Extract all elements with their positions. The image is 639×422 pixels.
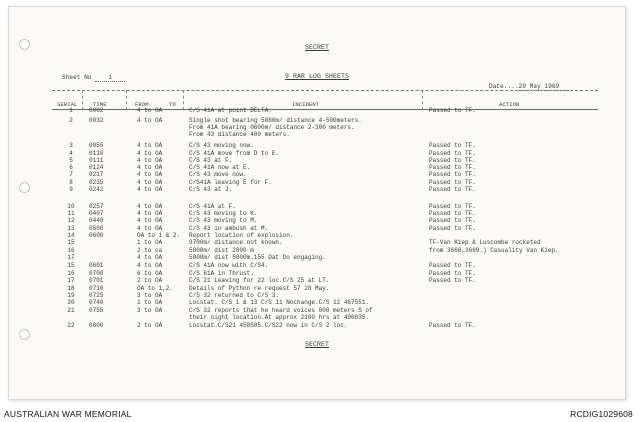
from-to-cell: 4 to OA	[137, 179, 163, 186]
time-cell: 0257	[89, 203, 104, 210]
header-time: TIME	[93, 101, 107, 108]
time-cell: 0701	[89, 277, 104, 284]
action-cell: Passed to TF.	[429, 107, 476, 114]
incident-cell	[189, 150, 279, 157]
serial-cell: 17	[67, 254, 75, 261]
from-to-cell: 4 to OA	[137, 186, 163, 193]
action-cell: Passed to TF.	[429, 171, 476, 178]
incident-line: C/S 32 reports that he heard voices 800 meters S of	[189, 307, 373, 314]
classification-top: SECRET	[304, 44, 329, 51]
incident-cell	[189, 117, 362, 138]
incident-line: C/S 41A now with C/S4.	[189, 262, 269, 269]
incident-line: C/S 21 Leaving for 22 loc.C/S 25 at LT.	[189, 277, 330, 284]
from-to-cell: OA to 1 & 2.	[137, 232, 181, 239]
serial-cell: 16	[67, 247, 75, 254]
incident-cell	[189, 157, 232, 164]
log-row	[9, 186, 625, 194]
serial-cell: 3	[69, 142, 73, 149]
serial-cell: 5	[69, 157, 73, 164]
serial-cell: 1	[69, 107, 73, 114]
incident-cell	[189, 285, 329, 292]
serial-cell: 11	[67, 210, 75, 217]
action-cell: Passed to TF.	[429, 157, 476, 164]
serial-cell: 19	[67, 292, 75, 299]
incident-line: C/S 43 move now.	[189, 171, 247, 178]
serial-cell: 4	[69, 150, 73, 157]
from-to-cell: 4 to OA	[137, 217, 163, 224]
incident-cell	[189, 107, 272, 114]
incident-cell	[189, 142, 254, 149]
incident-cell	[189, 239, 283, 246]
time-cell: 0600	[89, 232, 104, 239]
header-incident: INCIDENT	[292, 101, 320, 108]
incident-line: C/S 32 returned to C/S 3.	[189, 292, 280, 299]
incident-cell	[189, 322, 347, 329]
serial-cell: 7	[69, 171, 73, 178]
time-cell: 0111	[89, 157, 104, 164]
incident-cell	[189, 292, 279, 299]
serial-cell: 21	[67, 307, 75, 314]
serial-cell: 8	[69, 179, 73, 186]
log-row	[9, 254, 625, 262]
action-cell: Passed to TF.	[429, 150, 476, 157]
from-to-cell: 4 to OA	[137, 225, 163, 232]
action-cell: Passed to TF.	[429, 322, 476, 329]
incident-cell	[189, 247, 254, 254]
from-to-cell: 3 to OA	[137, 292, 163, 299]
log-row	[9, 107, 625, 115]
footer-institution: AUSTRALIAN WAR MEMORIAL	[4, 409, 132, 419]
incident-cell	[189, 299, 369, 306]
incident-line: From 41A bearing 0600m/ distance 2-300 meters.	[189, 124, 355, 131]
from-to-cell: 4 to OA	[137, 164, 163, 171]
incident-line: From 43 distance 400 meters.	[189, 131, 290, 138]
incident-cell	[189, 270, 254, 277]
serial-cell: 17	[67, 277, 75, 284]
incident-line: C/S 41A at F.	[189, 203, 236, 210]
time-cell: 0601	[89, 262, 104, 269]
from-to-cell: 4 to OA	[137, 157, 163, 164]
time-cell: 0500	[89, 225, 104, 232]
action-cell: Passed to TF.	[429, 270, 476, 277]
incident-cell	[189, 307, 373, 321]
serial-cell: 2	[69, 117, 73, 124]
log-row	[9, 239, 625, 247]
action-cell: Passed to TF.	[429, 179, 476, 186]
from-to-cell: 4 to OA	[137, 107, 163, 114]
time-cell: 0055	[89, 142, 104, 149]
serial-cell: 10	[67, 203, 75, 210]
header-serial: SERIAL	[57, 101, 78, 108]
time-cell: 0440	[89, 217, 104, 224]
time-cell: 0032	[89, 117, 104, 124]
log-row	[9, 299, 625, 307]
incident-cell	[189, 254, 326, 261]
incident-line: C/S 41A now at E.	[189, 164, 251, 171]
unit-title: 9 RAR LOG SHEETS	[284, 73, 349, 80]
action-cell: Passed to TF.	[429, 217, 476, 224]
action-cell: Passed to TF.	[429, 186, 476, 193]
incident-line: C/S 43 moving to K.	[189, 210, 258, 217]
from-to-cell: 4 to OA	[137, 254, 163, 261]
log-sheet-page	[8, 6, 626, 400]
incident-line: C/S 41A at point DELTA.	[189, 107, 272, 114]
from-to-cell: 4 to OA	[137, 171, 163, 178]
incident-line: Locstat.C/S21 458585.C/S22 now in C/S 2 loc.	[189, 322, 348, 329]
time-cell: 0235	[89, 179, 104, 186]
log-row	[9, 171, 625, 179]
from-to-cell: 2 to OA	[137, 322, 163, 329]
incident-cell	[189, 171, 247, 178]
action-cell: Passed to TF.	[429, 225, 476, 232]
from-to-cell: 1 to OA	[137, 239, 163, 246]
incident-cell	[189, 225, 268, 232]
incident-line: Locstat. C/S 1 & 13 C/S 11 Nochange.C/S 12 467551.	[189, 299, 370, 306]
incident-line: Report location of explosion.	[189, 232, 294, 239]
incident-cell	[189, 210, 257, 217]
from-to-cell: 2 to oa	[137, 247, 163, 254]
action-cell: Passed to TF.	[429, 210, 476, 217]
time-cell: 0710	[89, 285, 104, 292]
from-to-cell: OA to 1,2.	[137, 285, 174, 292]
incident-line: C/S41A leaving E for F.	[189, 179, 272, 186]
incident-cell	[189, 262, 268, 269]
time-cell: 0725	[89, 292, 104, 299]
log-row	[9, 142, 625, 150]
serial-cell: 9	[69, 186, 73, 193]
serial-cell: 14	[67, 232, 75, 239]
log-row	[9, 277, 625, 285]
incident-line: C/S 43 in ambush at M.	[189, 225, 269, 232]
time-cell: 0110	[89, 150, 104, 157]
action-cell: Passed to TF.	[429, 164, 476, 171]
time-cell: 0700	[89, 270, 104, 277]
incident-line: C/S 43 at J.	[189, 186, 233, 193]
log-row	[9, 322, 625, 330]
time-cell: 0002	[89, 107, 104, 114]
incident-line: Single shot bearing 5080m/ distance 4-500meters.	[189, 117, 362, 124]
serial-cell: 13	[67, 225, 75, 232]
log-row	[9, 217, 625, 225]
incident-line: 5000m/ dist 5000m.155 Dat Do engaging.	[189, 254, 326, 261]
from-to-cell: 4 to OA	[137, 117, 163, 124]
from-to-cell: 2 to OA	[137, 277, 163, 284]
serial-cell: 15	[67, 262, 75, 269]
incident-cell	[189, 186, 232, 193]
sheet-number: Sheet No 1	[62, 74, 125, 82]
serial-cell: 22	[67, 322, 75, 329]
header-to: TO	[169, 101, 176, 108]
time-cell: 0800	[89, 322, 104, 329]
incident-line: C/S 43 moving to M.	[189, 217, 258, 224]
from-to-cell: 4 to OA	[137, 142, 163, 149]
incident-line: 9700m/ distance not known.	[189, 239, 283, 246]
time-cell: 0124	[89, 164, 104, 171]
from-to-cell: 6 to OA	[137, 270, 163, 277]
header-action: ACTION	[499, 101, 520, 108]
serial-cell: 15	[67, 239, 75, 246]
action-cell: Passed to TF.	[429, 142, 476, 149]
serial-cell: 6	[69, 164, 73, 171]
incident-line: their night location.At approx 2100 hrs at 496635.	[189, 314, 370, 321]
header-from: FROM	[135, 101, 149, 108]
time-cell: 0242	[89, 186, 104, 193]
serial-cell: 18	[67, 285, 75, 292]
from-to-cell: 4 to OA	[137, 203, 163, 210]
from-to-cell: 4 to OA	[137, 150, 163, 157]
incident-line: 5800m/ dist 2000 m	[189, 247, 254, 254]
action-cell: Passed to TF.	[429, 277, 476, 284]
incident-cell	[189, 232, 293, 239]
from-to-cell: 4 to OA	[137, 210, 163, 217]
incident-cell	[189, 277, 329, 284]
serial-cell: 20	[67, 299, 75, 306]
action-cell: Passed to TF.	[429, 262, 476, 269]
time-cell: 0755	[89, 307, 104, 314]
action-cell: from 3668,3669.) Casuality Van Kiep.	[429, 247, 559, 254]
incident-line: C/S 43 at F.	[189, 157, 233, 164]
incident-line: C/S 41A move from D to E.	[189, 150, 280, 157]
date-field: Date....29 May 1969	[489, 83, 569, 91]
from-to-cell: 1 to OA	[137, 299, 163, 306]
incident-line: Details of Python re request 57 28 May.	[189, 285, 330, 292]
footer-record-id: RCDIG1029608	[570, 409, 633, 419]
incident-line: C/S 61A in Thrust.	[189, 270, 254, 277]
time-cell: 0407	[89, 210, 104, 217]
incident-cell	[189, 164, 250, 171]
classification-bottom: SECRET	[304, 341, 329, 348]
incident-line: C/S 43 moving now.	[189, 142, 254, 149]
from-to-cell: 3 to OA	[137, 307, 163, 314]
punch-hole	[19, 329, 30, 340]
time-cell: 0740	[89, 299, 104, 306]
incident-cell	[189, 203, 236, 210]
incident-cell	[189, 179, 272, 186]
serial-cell: 16	[67, 270, 75, 277]
log-row	[9, 117, 625, 138]
time-cell: 0217	[89, 171, 104, 178]
serial-cell: 12	[67, 217, 75, 224]
action-cell: TF-Van Kiep & Luscombe rocketed	[429, 239, 541, 246]
action-cell: Passed to TF.	[429, 203, 476, 210]
incident-cell	[189, 217, 257, 224]
log-row	[9, 262, 625, 270]
log-row	[9, 307, 625, 321]
from-to-cell: 4 to OA	[137, 262, 163, 269]
table-top-rule	[52, 90, 598, 91]
